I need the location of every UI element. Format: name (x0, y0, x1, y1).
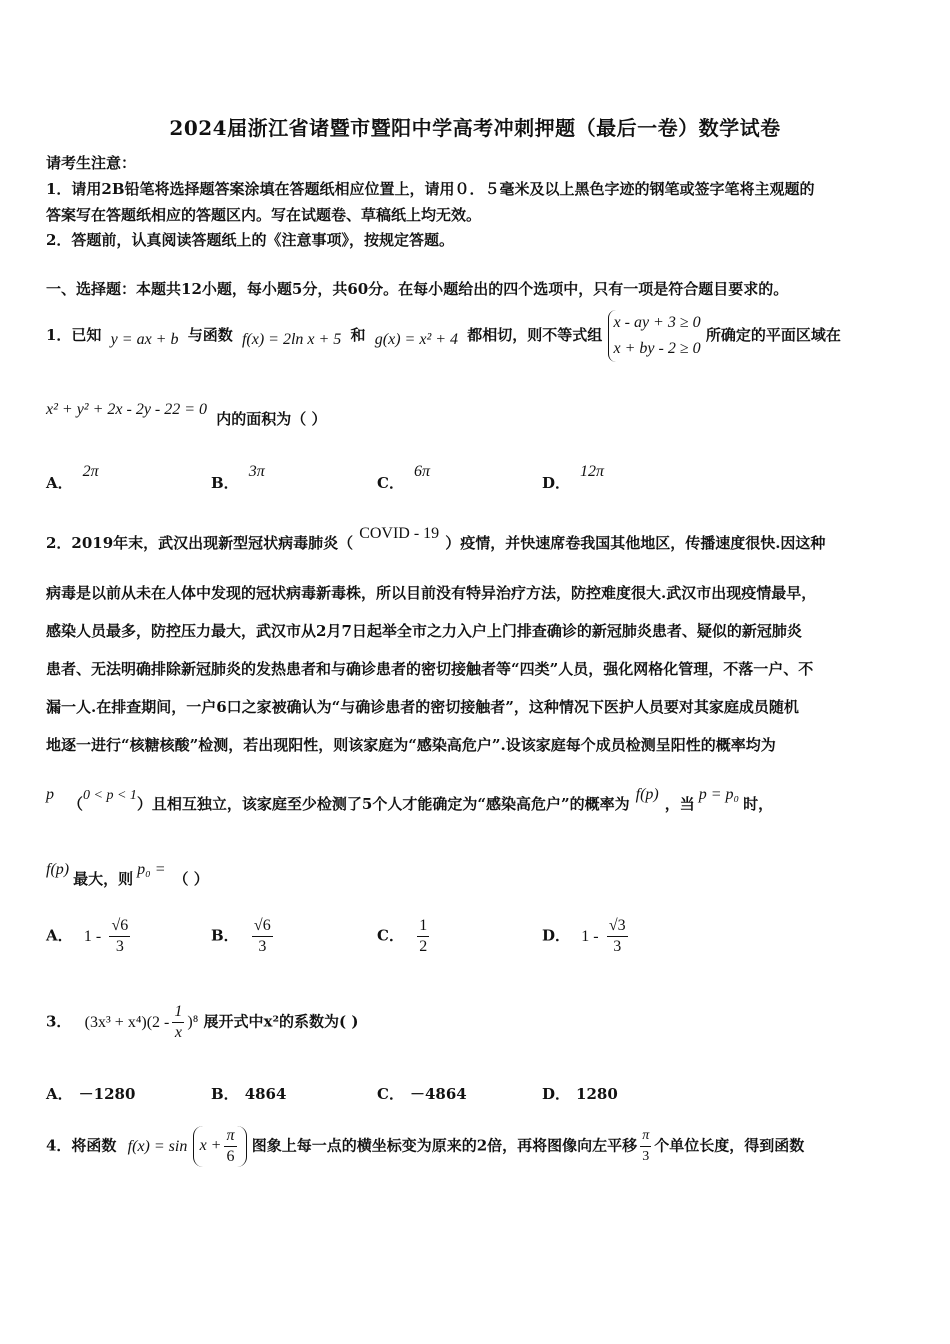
q3-expr-fraction (172, 1002, 184, 1043)
q3-option-d-label: D． (542, 1085, 571, 1103)
q2-option-c-numerator: 1 (417, 916, 429, 937)
q3-expr-a: (3x³ + x⁴)(2 - (84, 1013, 170, 1031)
q1-option-b (211, 463, 265, 493)
q2-option-d-numerator: √3 (607, 916, 628, 937)
q1-option-d (542, 463, 605, 493)
q1-option-d-value: 12π (580, 463, 605, 480)
q2-option-a-label: A． (46, 926, 73, 945)
q4-shift-denominator: 3 (642, 1149, 650, 1164)
question-2-line-2: 病毒是以前从未在人体中发现的冠状病毒新毒株，所以目前没有特异治疗方法，防控难度很大.武汉市出现疫情最早， (46, 584, 817, 602)
question-2-line-5: 漏一人.在排查期间，一户6口之家被确认为“与确诊患者的密切接触者”，这种情况下医护人员要对其家庭成员随机 (46, 698, 799, 716)
q1-text-6: 内的面积为（ ） (216, 410, 327, 428)
q1-text-3: 和 (350, 326, 366, 344)
q4-arg-numerator: π (224, 1126, 236, 1147)
q1-option-a-label: A． (46, 474, 73, 492)
q3-option-a-label: A． (46, 1085, 73, 1103)
q2-covid: COVID - 19 (359, 525, 440, 542)
q1-option-d-label: D． (542, 474, 571, 492)
q1-option-a-value: 2π (82, 463, 99, 480)
question-2-line-4: 患者、无法明确排除新冠肺炎的发热患者和与确诊患者的密切接触者等“四类”人员，强化网格化管理，不落一户、不 (46, 660, 814, 678)
q1-option-b-label: B． (211, 474, 239, 492)
q1-g-eq: g(x) = x² + 4 (374, 331, 459, 348)
q3-expr-numerator: 1 (172, 1002, 184, 1023)
q3-option-b (211, 1083, 286, 1104)
q2-option-d-denominator: 3 (613, 938, 622, 955)
q2-option-a-fraction (109, 916, 130, 957)
q1-option-c-value: 6π (413, 463, 430, 480)
question-4-line (46, 1126, 804, 1167)
q1-option-c-label: C． (377, 474, 404, 492)
q3-option-d (542, 1083, 618, 1104)
notice-line-1a: 1．请用2B铅笔将选择题答案涂填在答题纸相应位置上，请用０．５毫米及以上黑色字迹的钢笔或签字笔将主观题的 (46, 180, 815, 198)
q4-text-3: 个单位长度，得到函数 (654, 1136, 805, 1155)
q2-option-d-fraction (607, 916, 628, 957)
exam-title: 2024届浙江省诸暨市暨阳中学高考冲刺押题（最后一卷）数学试卷 (169, 116, 781, 140)
q2-text-6: 时， (743, 795, 774, 813)
q2-fp-2: f(p) (46, 861, 70, 878)
q2-text-4: ）且相互独立，该家庭至少检测了5个人才能确定为“感染高危户”的概率为 (136, 795, 630, 813)
q3-text-1: 3． (46, 1012, 72, 1031)
q3-option-c (377, 1083, 467, 1104)
q2-option-c-denominator: 2 (419, 938, 428, 955)
q1-f-eq: f(x) = 2ln x + 5 (241, 331, 342, 348)
q2-option-b-fraction (252, 916, 273, 957)
q3-expr-b: )⁸ (187, 1013, 199, 1031)
question-2-line-8 (46, 861, 209, 889)
q2-option-c-label: C． (377, 926, 404, 945)
q4-arg-x: x + (199, 1136, 222, 1154)
question-2-line-3: 感染人员最多，防控压力最大，武汉市从2月7日起举全市之力入户上门排查确诊的新冠肺炎患者、疑似的新冠肺炎 (46, 622, 802, 640)
q3-option-d-value: 1280 (576, 1085, 618, 1103)
question-1-line-1 (46, 310, 841, 362)
q3-option-a (46, 1083, 135, 1104)
q4-shift-fraction (640, 1126, 651, 1167)
question-2-line-1 (46, 525, 826, 553)
q4-shift-numerator: π (640, 1126, 651, 1147)
q4-text-1: 4．将函数 (46, 1136, 117, 1155)
q2-p-eq-p0: p = p₀ (698, 786, 740, 803)
q4-arg-fraction (224, 1126, 236, 1167)
q3-expr-denominator: x (174, 1024, 182, 1041)
q2-option-a (46, 916, 133, 957)
q2-p0-eq: p₀ = (137, 861, 166, 878)
q1-line-eq: y = ax + b (110, 331, 179, 348)
q2-fp: f(p) (635, 786, 659, 803)
q4-arg-denominator: 6 (226, 1148, 235, 1165)
q4-sin-argument (193, 1126, 247, 1167)
q2-text-8: （ ） (173, 870, 209, 888)
q2-option-b-denominator: 3 (258, 938, 267, 955)
q2-option-a-prefix: 1 - (83, 927, 102, 945)
q2-text-3: （ (68, 795, 84, 813)
q3-text-2: 展开式中x²的系数为( ) (203, 1012, 359, 1031)
q1-text-5: 所确定的平面区域在 (705, 326, 841, 344)
q1-text-1: 1．已知 (46, 326, 102, 344)
section-1-heading: 一、选择题：本题共12小题，每小题5分，共60分。在每小题给出的四个选项中，只有一项是符合题目要求的。 (46, 280, 789, 298)
q2-option-d-prefix: 1 - (581, 927, 599, 945)
q2-text-2: ）疫情，并快速席卷我国其他地区，传播速度很快.因这种 (445, 534, 826, 552)
q2-option-b (211, 916, 276, 957)
q1-text-2: 与函数 (187, 326, 233, 344)
question-2-line-6: 地逐一进行“核糖核酸”检测，若出现阳性，则该家庭为“感染高危户”.设该家庭每个成员检测呈阳性的概率均为 (46, 736, 776, 754)
q2-text-1: 2．2019年末，武汉出现新型冠状病毒肺炎（ (46, 534, 354, 552)
q1-inequality-system (608, 310, 701, 362)
q1-text-4: 都相切，则不等式组 (467, 326, 603, 344)
q4-f-sin: f(x) = sin (127, 1137, 188, 1155)
q3-option-c-label: C． (377, 1085, 404, 1103)
notice-line-1b: 答案写在答题纸相应的答题区内。写在试题卷、草稿纸上均无效。 (46, 206, 482, 224)
q3-option-a-value: －1280 (78, 1085, 136, 1103)
q2-text-5: ，当 (664, 795, 695, 813)
q2-option-d (542, 916, 631, 957)
notice-line-2: 2．答题前，认真阅读答题纸上的《注意事项》，按规定答题。 (46, 231, 454, 249)
q1-option-a (46, 463, 99, 493)
q2-p-range: 0 < p < 1 (83, 788, 137, 803)
question-1-line-2 (46, 401, 327, 429)
q3-option-b-value: 4864 (244, 1085, 287, 1103)
q2-option-c (377, 916, 432, 957)
q2-option-a-denominator: 3 (115, 938, 124, 955)
q1-option-b-value: 3π (248, 463, 265, 480)
q3-option-b-label: B． (211, 1085, 239, 1103)
q2-option-a-numerator: √6 (109, 916, 130, 937)
q2-p: p (46, 786, 54, 803)
q2-option-c-fraction (417, 916, 429, 957)
question-3-line (46, 1002, 358, 1043)
question-2-line-7 (46, 786, 774, 814)
notice-heading: 请考生注意： (46, 154, 137, 172)
q1-inequality-2: x + by - 2 ≥ 0 (613, 340, 701, 357)
q3-option-c-value: －4864 (409, 1085, 467, 1103)
q2-option-d-label: D． (542, 926, 571, 945)
q2-text-7: 最大，则 (73, 870, 134, 888)
q1-inequality-1: x - ay + 3 ≥ 0 (613, 314, 701, 331)
q2-option-b-label: B． (211, 926, 239, 945)
q2-option-b-numerator: √6 (252, 916, 273, 937)
q4-text-2: 图象上每一点的横坐标变为原来的2倍，再将图像向左平移 (251, 1136, 638, 1155)
q1-circle-eq: x² + y² + 2x - 2y - 22 = 0 (46, 401, 208, 418)
q1-option-c (377, 463, 430, 493)
